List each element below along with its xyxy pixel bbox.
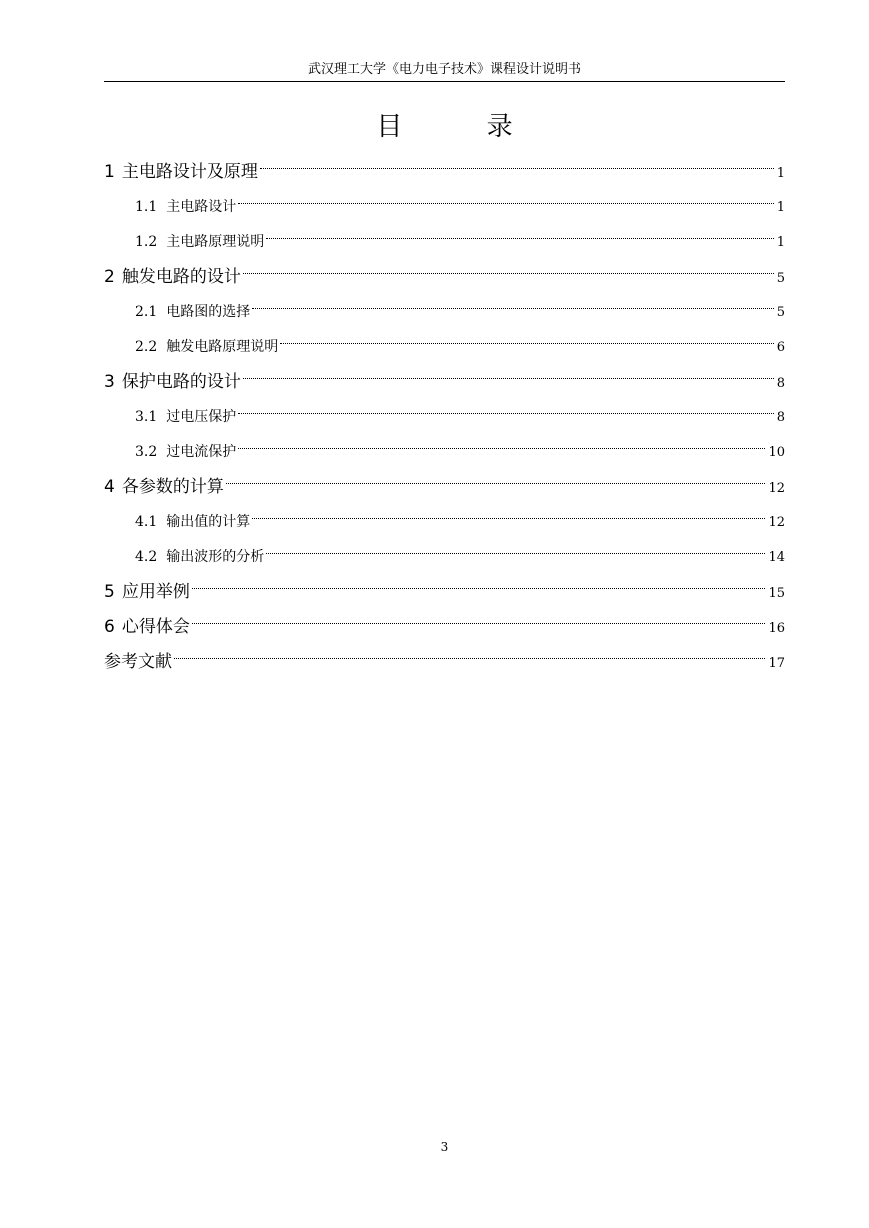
toc-entry-title: 主电路设计	[166, 199, 237, 215]
toc-dot-leader	[252, 518, 765, 519]
toc-dot-leader	[266, 238, 773, 239]
toc-entry-page: 15	[768, 586, 785, 601]
toc-dot-leader	[266, 553, 765, 554]
toc-entry-number: 4	[104, 477, 115, 497]
toc-title: 目 录	[376, 112, 551, 142]
toc-entry-page: 12	[768, 481, 785, 496]
toc-entry-title: 参考文献	[104, 652, 172, 672]
toc-entry-number: 2.1	[135, 304, 158, 320]
running-header: 武汉理工大学《电力电子技术》课程设计说明书	[307, 62, 581, 77]
toc-entry-page: 6	[776, 340, 785, 355]
toc-entry-page: 8	[776, 376, 785, 391]
toc-dot-leader	[252, 308, 773, 309]
toc-chapter-entry[interactable]	[104, 575, 785, 610]
toc-dot-leader	[226, 483, 766, 484]
toc-entry-number: 6	[104, 617, 115, 637]
toc-section-entry[interactable]	[104, 435, 785, 470]
toc-section-entry[interactable]	[104, 540, 785, 575]
toc-entry-number: 5	[104, 582, 115, 602]
toc-chapter-entry[interactable]	[104, 470, 785, 505]
toc-dot-leader	[280, 343, 773, 344]
toc-chapter-entry[interactable]	[104, 610, 785, 645]
toc-dot-leader	[238, 448, 765, 449]
toc-entry-number: 3.2	[135, 444, 158, 460]
toc-entry-page: 12	[768, 515, 785, 530]
table-of-contents	[104, 155, 785, 680]
toc-dot-leader	[260, 168, 774, 169]
toc-dot-leader	[192, 588, 766, 589]
toc-dot-leader	[243, 273, 774, 274]
toc-entry-number: 4.1	[135, 514, 158, 530]
toc-entry-page: 17	[768, 656, 785, 671]
toc-entry-title: 应用举例	[121, 582, 190, 602]
toc-entry-page: 1	[776, 235, 785, 250]
toc-entry-title: 触发电路的设计	[121, 267, 241, 287]
toc-entry-title: 电路图的选择	[166, 304, 251, 320]
toc-entry-title: 主电路原理说明	[166, 234, 265, 250]
toc-entry-title: 过电流保护	[166, 444, 237, 460]
toc-chapter-entry[interactable]	[104, 645, 785, 680]
toc-entry-title: 保护电路的设计	[121, 372, 241, 392]
toc-section-entry[interactable]	[104, 190, 785, 225]
toc-entry-title: 触发电路原理说明	[166, 339, 279, 355]
toc-entry-number: 3	[104, 372, 115, 392]
toc-chapter-entry[interactable]	[104, 260, 785, 295]
toc-entry-number: 1	[104, 162, 115, 182]
toc-section-entry[interactable]	[104, 225, 785, 260]
toc-entry-number: 3.1	[135, 409, 158, 425]
toc-entry-title: 过电压保护	[166, 409, 237, 425]
toc-entry-page: 10	[768, 445, 785, 460]
toc-chapter-entry[interactable]	[104, 365, 785, 400]
toc-entry-page: 8	[776, 410, 785, 425]
toc-dot-leader	[238, 203, 773, 204]
toc-entry-page: 5	[776, 271, 785, 286]
toc-dot-leader	[243, 378, 774, 379]
toc-entry-page: 1	[776, 200, 785, 215]
toc-chapter-entry[interactable]	[104, 155, 785, 190]
toc-entry-page: 16	[768, 621, 785, 636]
toc-entry-number: 4.2	[135, 549, 158, 565]
header-rule	[104, 81, 785, 82]
toc-dot-leader	[174, 658, 765, 659]
toc-entry-title: 输出值的计算	[166, 514, 251, 530]
toc-entry-number: 1.2	[135, 234, 158, 250]
toc-section-entry[interactable]	[104, 295, 785, 330]
toc-section-entry[interactable]	[104, 330, 785, 365]
toc-section-entry[interactable]	[104, 505, 785, 540]
toc-entry-page: 1	[776, 166, 785, 181]
toc-entry-number: 2.2	[135, 339, 158, 355]
page-number: 3	[440, 1140, 449, 1154]
toc-entry-number: 2	[104, 267, 115, 287]
toc-entry-page: 5	[776, 305, 785, 320]
toc-entry-title: 心得体会	[121, 617, 190, 637]
toc-entry-title: 主电路设计及原理	[121, 162, 258, 182]
toc-dot-leader	[192, 623, 766, 624]
toc-entry-title: 各参数的计算	[121, 477, 224, 497]
toc-entry-number: 1.1	[135, 199, 158, 215]
toc-dot-leader	[238, 413, 773, 414]
toc-entry-page: 14	[768, 550, 785, 565]
toc-section-entry[interactable]	[104, 400, 785, 435]
toc-entry-title: 输出波形的分析	[166, 549, 265, 565]
